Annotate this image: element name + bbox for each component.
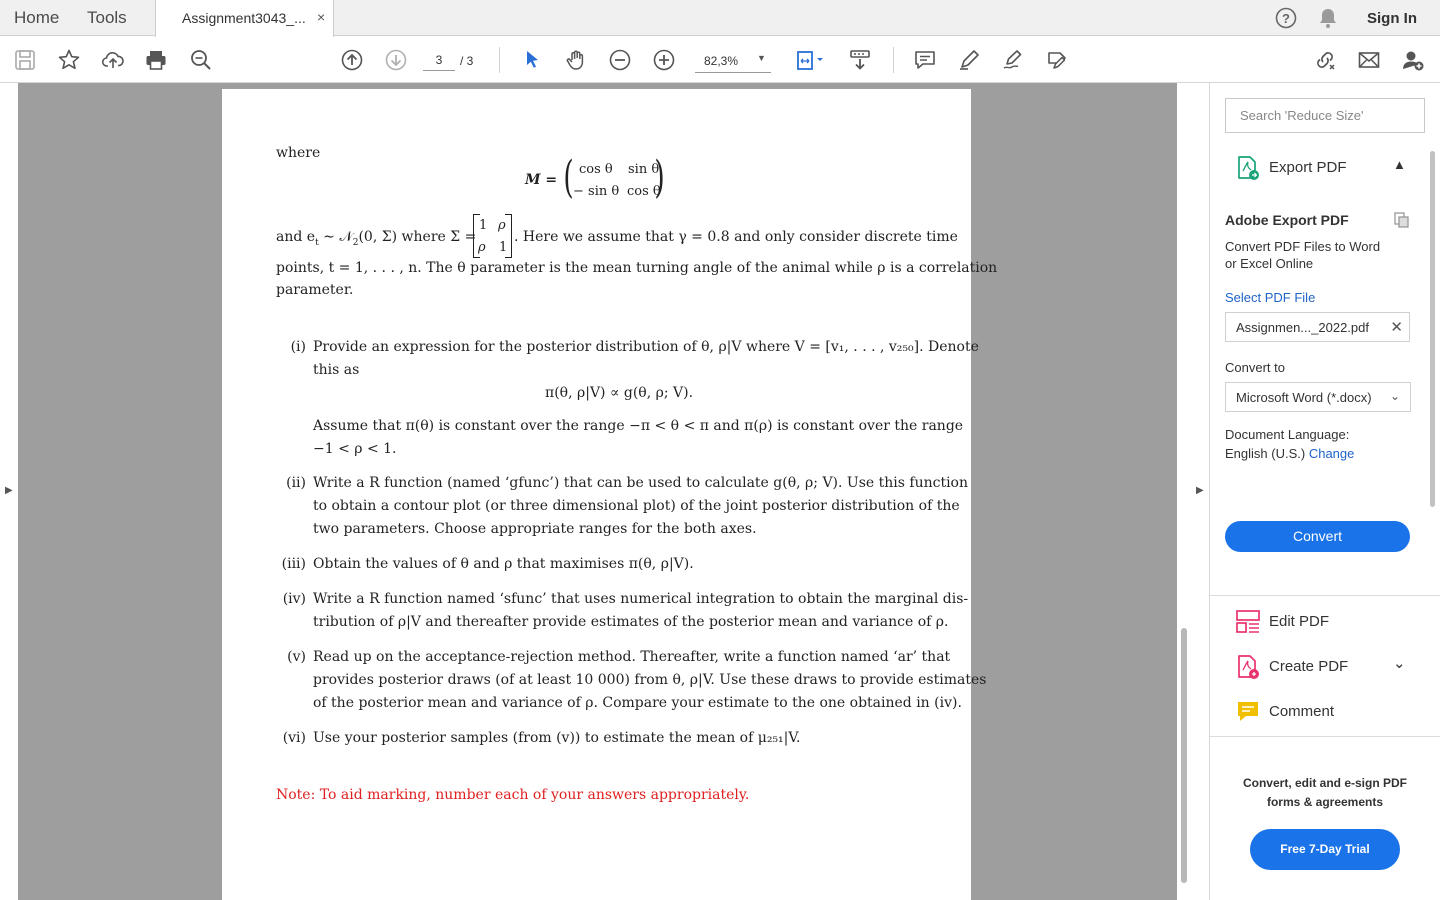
top-bar xyxy=(0,0,1440,36)
sign-icon[interactable] xyxy=(999,46,1027,74)
item-text: this as xyxy=(313,362,360,378)
comment-tool[interactable] xyxy=(1235,699,1405,725)
print-icon[interactable] xyxy=(142,46,170,74)
matrix-sigma-cell: ρ xyxy=(478,240,486,255)
convert-format-value: Microsoft Word (*.docx) xyxy=(1236,390,1372,405)
promo-line-1: Convert, edit and e-sign PDF xyxy=(1242,776,1407,790)
fill-sign-icon[interactable] xyxy=(1043,46,1071,74)
left-panel-toggle-icon[interactable]: ▶ xyxy=(5,485,13,496)
zoom-value: 82,3% xyxy=(704,54,739,68)
document-language-value: English (U.S.) xyxy=(1225,446,1306,461)
matrix-left-paren: ( xyxy=(563,152,574,203)
tools-panel xyxy=(1210,83,1440,900)
item-text: tribution of ρ|V and thereafter provide estimates of the posterior mean and variance of ρ. xyxy=(313,614,949,630)
convert-format-select[interactable] xyxy=(1225,382,1411,412)
convert-description-2: or Excel Online xyxy=(1225,256,1314,271)
promo-text xyxy=(1230,774,1420,812)
item-number: (ii) xyxy=(286,475,306,491)
item-text: Use your posterior samples (from (v)) to estimate the mean of μ₂₅₁|V. xyxy=(313,730,801,746)
share-link-icon[interactable] xyxy=(1311,46,1339,74)
edit-pdf-label: Edit PDF xyxy=(1269,613,1330,630)
item-number: (i) xyxy=(290,339,306,355)
matrix-M-cell: sin θ xyxy=(628,162,660,177)
change-language-link[interactable]: Change xyxy=(1308,446,1355,461)
subscript-2: 2 xyxy=(352,237,359,248)
promo-line-2: forms & agreements xyxy=(1266,795,1384,809)
document-tab[interactable] xyxy=(155,0,334,37)
next-page-icon[interactable] xyxy=(382,46,410,74)
posterior-formula: π(θ, ρ|V) ∝ g(θ, ρ; V). xyxy=(545,385,694,401)
sign-in-link[interactable]: Sign In xyxy=(1367,10,1417,27)
zoom-dropdown[interactable] xyxy=(695,49,771,73)
item-text: Write a R function named ‘sfunc’ that uses numerical integration to obtain the marginal dis- xyxy=(313,591,969,607)
text-normal: ∼ 𝒩 xyxy=(318,229,353,245)
item-text: provides posterior draws (of at least 10 000) from θ, ρ|V. Use these draws to provide estimates xyxy=(313,672,987,688)
matrix-sigma-cell: ρ xyxy=(498,218,506,233)
comment-label: Comment xyxy=(1269,703,1335,720)
create-pdf-tool[interactable] xyxy=(1235,654,1405,680)
zoom-in-icon[interactable] xyxy=(650,46,678,74)
scroll-mode-icon[interactable] xyxy=(846,46,874,74)
document-language-label: Document Language: xyxy=(1225,427,1350,442)
export-pdf-label: Export PDF xyxy=(1269,159,1347,176)
item-text: of the posterior mean and variance of ρ. Compare your estimate to the one obtained in (iv). xyxy=(313,695,962,711)
chevron-down-icon: ▼ xyxy=(757,53,766,63)
panel-scrollbar[interactable] xyxy=(1430,151,1435,507)
help-icon[interactable] xyxy=(1274,6,1298,30)
item-number: (v) xyxy=(287,649,306,665)
matrix-sigma-cell: 1 xyxy=(479,218,488,233)
adobe-export-title: Adobe Export PDF xyxy=(1225,212,1349,228)
document-language-row xyxy=(1225,446,1354,461)
text-line3: parameter. xyxy=(276,282,354,298)
text-line1a xyxy=(276,229,476,248)
text-where: where xyxy=(276,145,321,161)
matrix-M-label: M = xyxy=(525,172,558,188)
item-number: (vi) xyxy=(282,730,306,746)
add-user-icon[interactable] xyxy=(1399,46,1427,74)
text-line2: points, t = 1, . . . , n. The θ parameter is the mean turning angle of the animal while ρ is a correlation xyxy=(276,260,998,276)
edit-pdf-tool[interactable] xyxy=(1235,609,1405,635)
matrix-M-cell: cos θ xyxy=(627,184,661,199)
notification-bell-icon[interactable] xyxy=(1316,6,1340,30)
matrix-sigma-right-bracket xyxy=(505,214,512,258)
create-pdf-label: Create PDF xyxy=(1269,658,1349,675)
zoom-out-icon[interactable] xyxy=(606,46,634,74)
chevron-up-icon[interactable]: ▲ xyxy=(1393,157,1406,172)
marking-note: Note: To aid marking, number each of your answers appropriately. xyxy=(276,787,750,803)
selected-file-name: Assignmen..._2022.pdf xyxy=(1236,320,1369,335)
export-pdf-section[interactable] xyxy=(1235,155,1405,181)
export-pdf-small-icon xyxy=(1393,211,1411,229)
text-e: and e xyxy=(276,229,316,245)
convert-button[interactable]: Convert xyxy=(1225,521,1410,552)
save-icon[interactable] xyxy=(11,46,39,74)
item-text: Read up on the acceptance-rejection method. Thereafter, write a function named ‘ar’ that xyxy=(313,649,951,665)
upload-cloud-icon[interactable] xyxy=(99,46,127,74)
matrix-M-cell: − sin θ xyxy=(573,184,620,199)
matrix-M-cell: cos θ xyxy=(579,162,613,177)
document-viewer xyxy=(0,83,1204,900)
item-text: Assume that π(θ) is constant over the range −π < θ < π and π(ρ) is constant over the range xyxy=(313,418,964,434)
item-text: to obtain a contour plot (or three dimensional plot) of the joint posterior distribution of the xyxy=(313,498,960,514)
previous-page-icon[interactable] xyxy=(338,46,366,74)
close-icon[interactable]: ✕ xyxy=(1390,319,1403,336)
panel-divider-line xyxy=(1210,736,1440,737)
pdf-page xyxy=(222,89,998,900)
toolbar xyxy=(0,37,1440,83)
item-text: Write a R function (named ‘gfunc’) that can be used to calculate g(θ, ρ; V). Use this function xyxy=(313,475,968,491)
convert-to-label: Convert to xyxy=(1225,360,1285,375)
create-pdf-icon xyxy=(1235,654,1261,680)
item-text: Provide an expression for the posterior distribution of θ, ρ|V where V = [v₁, . . . , v₂₅₀]. Denote xyxy=(313,339,979,355)
search-input[interactable]: Search 'Reduce Size' xyxy=(1225,98,1425,133)
page-total: / 3 xyxy=(460,54,474,68)
comment-tool-icon xyxy=(1235,699,1261,725)
chevron-down-icon: ⌄ xyxy=(1389,389,1400,403)
item-text: −1 < ρ < 1. xyxy=(313,441,397,457)
select-cursor-icon[interactable] xyxy=(518,46,546,74)
panel-divider-line xyxy=(1210,595,1440,596)
free-trial-button[interactable]: Free 7-Day Trial xyxy=(1250,829,1400,870)
item-number: (iii) xyxy=(281,556,306,572)
toolbar-divider xyxy=(893,47,894,73)
item-text: two parameters. Choose appropriate ranges for the both axes. xyxy=(313,521,757,537)
select-pdf-file-link[interactable]: Select PDF File xyxy=(1225,290,1316,305)
matrix-sigma-cell: 1 xyxy=(499,240,508,255)
tools-link[interactable]: Tools xyxy=(87,8,127,27)
home-link[interactable]: Home xyxy=(14,8,60,27)
fit-page-icon[interactable] xyxy=(793,46,829,74)
document-scrollbar-thumb[interactable] xyxy=(1181,628,1187,883)
matrix-right-paren: ) xyxy=(654,152,665,203)
hand-tool-icon[interactable] xyxy=(562,46,590,74)
comment-icon[interactable] xyxy=(911,46,939,74)
chevron-down-icon[interactable]: ⌄ xyxy=(1393,655,1406,672)
edit-pdf-icon xyxy=(1235,609,1261,635)
page-number-input[interactable] xyxy=(423,49,455,71)
text-sigma-def: (0, Σ) where Σ = xyxy=(358,229,477,245)
export-pdf-icon xyxy=(1235,155,1261,181)
highlight-pen-icon[interactable] xyxy=(955,46,983,74)
selected-file-field[interactable] xyxy=(1225,312,1410,342)
close-tab-icon[interactable]: × xyxy=(317,9,326,25)
toolbar-divider xyxy=(499,47,500,73)
bookmark-star-icon[interactable] xyxy=(55,46,83,74)
email-icon[interactable] xyxy=(1355,46,1383,74)
subscript-t: t xyxy=(315,237,319,248)
item-text: Obtain the values of θ and ρ that maximises π(θ, ρ|V). xyxy=(313,556,694,572)
svg-text:?: ? xyxy=(1282,11,1290,26)
text-line1d: . Here we assume that γ = 0.8 and only consider discrete time xyxy=(514,229,958,245)
document-tab-title: Assignment3043_... xyxy=(182,10,306,26)
convert-description-1: Convert PDF Files to Word xyxy=(1225,239,1381,254)
item-number: (iv) xyxy=(282,591,306,607)
zoom-search-icon[interactable] xyxy=(187,46,215,74)
right-panel-toggle-icon[interactable]: ▶ xyxy=(1196,485,1204,496)
